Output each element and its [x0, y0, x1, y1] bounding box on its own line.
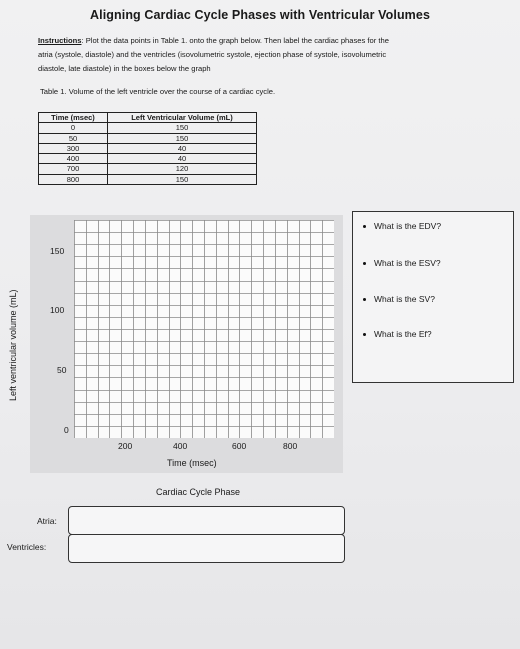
table-cell-time: 0 — [39, 123, 108, 133]
instructions-line-2: atria (systole, diastole) and the ventricles (isovolumetric systole, ejection phase of systole, isovolumetric — [38, 50, 387, 59]
table-row — [39, 123, 257, 133]
table-header-volume: Left Ventricular Volume (mL) — [108, 113, 257, 123]
instructions-line-1: : Plot the data points in Table 1. onto the graph below. Then label the cardiac phases for the — [81, 36, 389, 45]
x-tick-label: 800 — [283, 441, 298, 451]
question-esv: What is the ESV? — [374, 258, 441, 268]
question-item — [363, 221, 441, 231]
question-item — [363, 258, 441, 268]
y-tick-label: 100 — [50, 305, 65, 315]
ventricles-label: Ventricles: — [7, 542, 47, 552]
table-cell-time: 800 — [39, 174, 108, 184]
ventricles-phase-box[interactable] — [68, 534, 345, 563]
question-edv: What is the EDV? — [374, 221, 442, 231]
table-row — [39, 164, 257, 174]
x-axis-label: Time (msec) — [167, 458, 217, 468]
table-cell-volume: 120 — [108, 164, 257, 174]
table-cell-time: 400 — [39, 154, 108, 164]
graph-panel — [8, 215, 343, 473]
table-cell-volume: 150 — [108, 174, 257, 184]
table-row — [39, 154, 257, 164]
volume-table — [38, 112, 257, 185]
page-title: Aligning Cardiac Cycle Phases with Ventricular Volumes — [90, 8, 430, 22]
bullet-icon — [363, 298, 366, 301]
question-sv: What is the SV? — [374, 294, 435, 304]
table-cell-volume: 40 — [108, 154, 257, 164]
questions-box — [352, 211, 514, 383]
question-item — [363, 294, 435, 304]
table-cell-volume: 40 — [108, 143, 257, 153]
table-cell-time: 700 — [39, 164, 108, 174]
table-cell-volume: 150 — [108, 123, 257, 133]
y-tick-label: 50 — [57, 365, 67, 375]
table-cell-volume: 150 — [108, 133, 257, 143]
x-tick-label: 200 — [118, 441, 133, 451]
instructions-label: Instructions — [38, 36, 82, 45]
x-tick-label: 400 — [173, 441, 188, 451]
question-ef: What is the Ef? — [374, 329, 432, 339]
instructions-line-3: diastole, late diastole) in the boxes below the graph — [38, 64, 211, 73]
bullet-icon — [363, 333, 366, 336]
table-cell-time: 50 — [39, 133, 108, 143]
instructions — [38, 34, 488, 76]
y-tick-label: 0 — [64, 425, 69, 435]
grid-lines — [74, 220, 334, 438]
x-tick-label: 600 — [232, 441, 247, 451]
table-header-row — [39, 113, 257, 123]
table-row — [39, 174, 257, 184]
table-header-time: Time (msec) — [39, 113, 108, 123]
table-caption: Table 1. Volume of the left ventricle over the course of a cardiac cycle. — [40, 87, 276, 96]
question-item — [363, 329, 432, 339]
bullet-icon — [363, 262, 366, 265]
y-axis-label: Left ventricular volume (mL) — [8, 289, 18, 401]
atria-label: Atria: — [37, 516, 57, 526]
table-row — [39, 143, 257, 153]
y-tick-label: 150 — [50, 246, 65, 256]
table-cell-time: 300 — [39, 143, 108, 153]
bullet-icon — [363, 225, 366, 228]
table-row — [39, 133, 257, 143]
atria-phase-box[interactable] — [68, 506, 345, 535]
cardiac-phase-title: Cardiac Cycle Phase — [156, 487, 241, 497]
graph-grid[interactable] — [74, 220, 334, 438]
